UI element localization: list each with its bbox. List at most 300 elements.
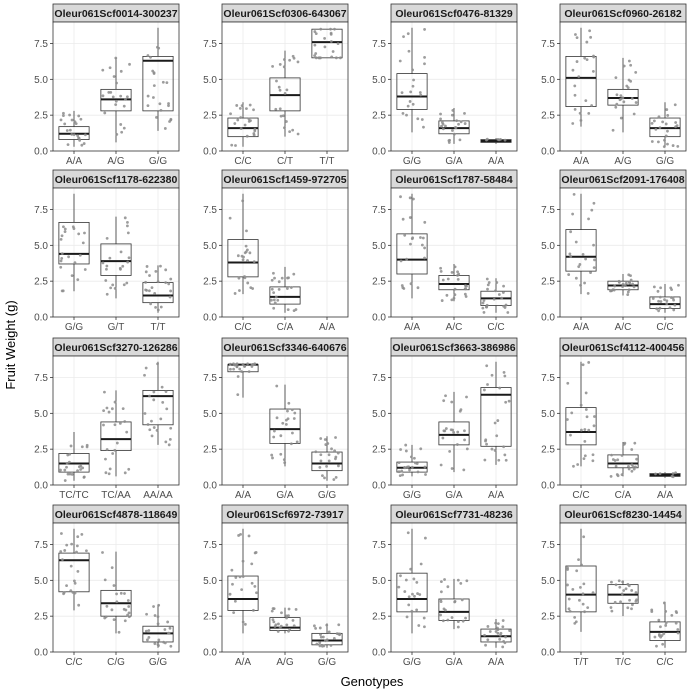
data-point [255,551,258,554]
y-tick-label: 2.5 [34,110,48,122]
x-tick-label: A/A [487,657,505,668]
data-point [240,127,243,130]
data-point [633,442,636,445]
data-point [408,469,411,472]
data-point [575,277,578,280]
data-point [593,258,596,261]
data-point [484,644,487,647]
data-point [459,138,462,141]
data-point [67,255,70,258]
data-point [569,610,572,613]
data-point [502,305,505,308]
x-tick-label: G/G [148,657,168,668]
data-point [155,116,158,119]
data-point [169,296,172,299]
data-point [241,104,244,107]
data-point [448,139,451,142]
data-point [123,420,126,423]
data-point [272,272,275,275]
data-point [583,428,586,431]
data-point [654,472,657,475]
data-point [120,592,123,595]
data-point [674,125,677,128]
data-point [102,409,105,412]
data-point [424,473,427,476]
data-point [167,632,170,635]
data-point [419,236,422,239]
x-tick-label: A/A [487,156,505,167]
data-point [666,130,669,133]
data-point [409,100,412,103]
y-tick-label: 7.5 [372,373,386,384]
data-point [274,108,277,111]
data-point [246,259,249,262]
data-point [625,587,628,590]
data-point [452,431,455,434]
data-point [661,643,664,646]
data-point [254,128,257,131]
data-point [420,563,423,566]
data-point [483,634,486,637]
data-point [447,278,450,281]
data-point [578,599,581,602]
data-point [502,445,505,448]
data-point [290,442,293,445]
data-point [61,252,64,255]
data-point [283,58,286,61]
data-point [321,474,324,477]
data-point [654,636,657,639]
data-point [586,606,589,609]
data-point [677,632,680,635]
x-tick-label: AA/AA [143,490,173,501]
data-point [152,398,155,401]
y-tick-label: 5.0 [541,575,555,587]
x-tick-label: TC/AA [101,490,131,501]
data-point [83,475,86,478]
data-point [270,299,273,302]
data-point [236,365,239,368]
data-point [659,286,662,289]
y-tick-label: 2.5 [203,611,217,623]
data-point [505,459,508,462]
data-point [576,36,579,39]
data-point [657,290,660,293]
data-point [576,60,579,63]
data-point [291,432,294,435]
x-tick-label: G/G [64,322,84,333]
data-point [504,636,507,639]
data-point [333,28,336,31]
data-point [419,94,422,97]
data-point [239,116,242,119]
data-point [494,289,497,292]
data-point [149,56,152,59]
data-point [104,279,107,282]
data-point [407,531,410,534]
data-point [60,257,63,260]
data-point [287,630,290,633]
data-point [451,129,454,132]
data-point [408,50,411,53]
data-point [495,434,498,437]
data-point [626,606,629,609]
data-point [169,627,172,630]
data-point [280,115,283,118]
data-point [445,427,448,430]
y-tick-label: 0.0 [203,480,217,492]
y-tick-label: 5.0 [203,74,217,86]
y-tick-label: 7.5 [541,205,555,216]
data-point [157,604,160,607]
data-point [153,642,156,645]
data-point [457,123,460,126]
data-point [400,470,403,473]
y-tick-label: 5.0 [203,575,217,587]
data-point [128,615,131,618]
data-point [104,458,107,461]
data-point [80,144,83,147]
data-point [237,375,240,378]
data-point [593,415,596,418]
data-point [669,286,672,289]
data-point [73,133,76,136]
data-point [486,278,489,281]
data-point [501,625,504,628]
x-tick-label: G/G [655,156,675,167]
y-tick-label: 5.0 [541,74,555,86]
data-point [454,293,457,296]
data-point [451,109,454,112]
data-point [250,562,253,565]
data-point [277,623,280,626]
data-point [81,445,84,448]
data-point [315,643,318,646]
data-point [593,424,596,427]
data-point [672,297,675,300]
data-point [253,134,256,137]
data-point [147,54,150,57]
data-point [74,120,77,123]
data-point [618,281,621,284]
data-point [446,294,449,297]
data-point [409,196,412,199]
y-tick-label: 2.5 [203,110,217,122]
data-point [240,370,243,373]
data-point [498,387,501,390]
data-point [675,622,678,625]
data-point [574,94,577,97]
data-point [666,143,669,146]
data-point [610,475,613,478]
facet-title: Oleur061Scf1459-972705 [223,174,347,186]
data-point [502,619,505,622]
data-point [75,551,78,554]
data-point [121,265,124,268]
data-point [108,257,111,260]
data-point [65,584,68,587]
data-point [86,445,89,448]
data-point [618,579,621,582]
data-point [339,56,342,59]
data-point [154,270,157,273]
data-point [102,261,105,264]
data-point [664,624,667,627]
data-point [439,117,442,120]
data-point [625,282,628,285]
data-point [287,417,290,420]
data-point [580,119,583,122]
y-tick-label: 2.5 [34,611,48,623]
data-point [286,410,289,413]
data-point [68,453,71,456]
x-tick-label: A/A [487,490,505,501]
data-point [497,622,500,625]
data-point [170,118,173,121]
data-point [111,407,114,410]
data-point [628,468,631,471]
data-point [158,102,161,105]
x-tick-label: A/A [403,322,421,333]
data-point [79,465,82,468]
data-point [655,645,658,648]
data-point [464,122,467,125]
data-point [73,580,76,583]
data-point [318,641,321,644]
data-point [287,308,290,311]
data-point [465,295,468,298]
y-tick-label: 5.0 [372,74,386,86]
data-point [584,258,587,261]
data-point [157,309,160,312]
data-point [665,622,668,625]
data-point [278,280,281,283]
data-point [328,631,331,634]
data-point [249,251,252,254]
data-point [417,471,420,474]
data-point [279,453,282,456]
data-point [568,607,571,610]
data-point [154,306,157,309]
data-point [621,473,624,476]
data-point [323,476,326,479]
data-point [423,56,426,59]
data-point [70,565,73,568]
data-point [144,412,147,415]
data-point [423,625,426,628]
data-point [229,368,232,371]
data-point [236,119,239,122]
x-tick-label: G/A [276,490,294,501]
data-point [163,628,166,631]
x-tick-label: A/G [614,156,632,167]
data-point [62,114,65,117]
data-point [74,261,77,264]
data-point [626,293,629,296]
facet-panel [34,505,179,668]
data-point [569,230,572,233]
data-point [483,389,486,392]
facet-title: Oleur061Scf8230-14454 [564,509,682,521]
data-point [441,121,444,124]
y-tick-label: 5.0 [372,575,386,587]
data-point [115,100,118,103]
data-point [494,622,497,625]
data-point [60,532,63,535]
data-point [148,428,151,431]
data-point [409,568,412,571]
data-point [451,114,454,117]
data-point [397,586,400,589]
data-point [457,620,460,623]
data-point [570,411,573,414]
data-point [498,293,501,296]
data-point [628,599,631,602]
data-point [440,590,443,593]
data-point [419,447,422,450]
facet-title: Oleur061Scf4878-118649 [54,509,178,521]
data-point [145,613,148,616]
facet-title: Oleur061Scf3270-126286 [54,342,178,354]
data-point [398,470,401,473]
data-point [483,299,486,302]
data-point [246,248,249,251]
data-point [169,278,172,281]
data-point [151,434,154,437]
y-tick-label: 5.0 [372,408,386,420]
data-point [84,133,87,136]
data-point [324,438,327,441]
data-point [157,639,160,642]
data-point [676,145,679,148]
data-point [123,608,126,611]
data-point [587,292,590,295]
data-point [167,282,170,285]
data-point [293,57,296,60]
data-point [403,590,406,593]
data-point [273,298,276,301]
data-point [277,630,280,633]
x-tick-label: C/C [656,322,674,333]
data-point [153,426,156,429]
data-point [486,304,489,307]
data-point [274,623,277,626]
data-point [664,610,667,613]
data-point [245,229,248,232]
data-point [582,535,585,538]
data-point [236,393,239,396]
data-point [118,631,121,634]
data-point [111,566,114,569]
data-point [114,103,117,106]
data-point [77,136,80,139]
data-point [114,57,117,60]
data-point [424,537,427,540]
data-point [229,217,232,220]
data-point [318,56,321,59]
y-tick-label: 2.5 [541,444,555,456]
data-point [169,427,172,430]
data-point [159,417,162,420]
facet-panel [203,505,348,668]
data-point [616,93,619,96]
data-point [157,622,160,625]
data-point [124,98,127,101]
data-point [441,299,444,302]
data-point [423,247,426,250]
data-point [71,119,74,122]
data-point [126,261,129,264]
data-point [152,605,155,608]
data-point [446,619,449,622]
data-point [144,288,147,291]
data-point [273,277,276,280]
data-point [278,288,281,291]
data-point [582,592,585,595]
data-point [167,104,170,107]
data-point [579,586,582,589]
data-point [498,638,501,641]
data-point [405,579,408,582]
data-point [248,370,251,373]
data-point [402,218,405,221]
data-point [272,307,275,310]
facet-title: Oleur061Scf7731-48236 [395,509,513,521]
x-tick-label: G/A [445,156,463,167]
data-point [337,623,340,626]
data-point [593,202,596,205]
data-point [253,585,256,588]
data-point [628,60,631,63]
data-point [675,610,678,613]
data-point [238,289,241,292]
data-point [451,467,454,470]
data-point [585,41,588,44]
data-point [408,595,411,598]
data-point [657,619,660,622]
data-point [67,473,70,476]
y-tick-label: 5.0 [541,240,555,252]
data-point [113,584,116,587]
data-point [288,59,291,62]
data-point [423,257,426,260]
data-point [442,279,445,282]
data-point [633,468,636,471]
data-point [573,616,576,619]
data-point [229,593,232,596]
data-point [485,364,488,367]
data-point [160,306,163,309]
data-point [272,607,275,610]
data-point [272,436,275,439]
data-point [569,434,572,437]
data-point [239,575,242,578]
data-point [109,467,112,470]
data-point [631,97,634,100]
data-point [580,563,583,566]
data-point [483,459,486,462]
data-point [410,282,413,285]
data-point [615,583,618,586]
data-point [614,601,617,604]
data-point [76,278,79,281]
x-tick-label: G/G [148,156,168,167]
data-point [114,423,117,426]
data-point [125,431,128,434]
data-point [156,362,159,365]
data-point [280,611,283,614]
data-point [575,620,578,623]
